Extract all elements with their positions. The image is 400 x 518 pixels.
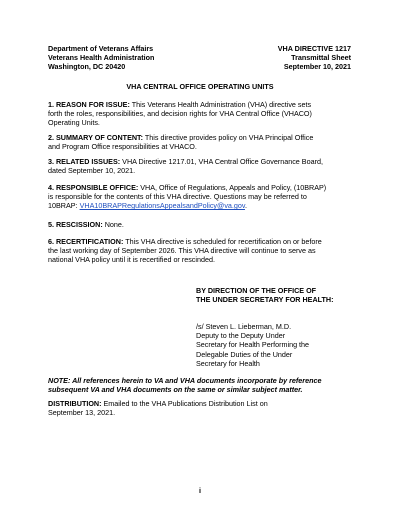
signer-title: Secretary for Health Performing the: [196, 340, 310, 350]
signature-heading: [196, 286, 334, 304]
signer-name: /s/ Steven L. Lieberman, M.D.: [196, 322, 292, 331]
directive-number: VHA DIRECTIVE 1217: [277, 44, 351, 53]
section-text: and Program Office responsibilities at VHACO.: [48, 142, 197, 152]
signer-title: Deputy to the Deputy Under: [196, 331, 286, 341]
section-related: [48, 157, 354, 175]
document-title: VHA CENTRAL OFFICE OPERATING UNITS: [126, 82, 274, 91]
distribution-text: September 13, 2021.: [48, 408, 116, 418]
administration-name: Veterans Health Administration: [48, 53, 155, 63]
section-text: Operating Units.: [48, 118, 100, 128]
distribution: [48, 399, 354, 417]
signer-title: Secretary for Health: [196, 358, 260, 368]
signature-heading-line: BY DIRECTION OF THE OFFICE OF: [196, 286, 317, 295]
section-text: This Veterans Health Administration (VHA) directive sets: [131, 100, 312, 109]
page-number: i: [199, 486, 201, 495]
section-label: 3. RELATED ISSUES:: [48, 157, 121, 166]
note-text: All references herein to VA and VHA documents incorporate by reference: [72, 376, 322, 385]
section-text: 10BRAP:: [48, 201, 78, 211]
section-label: 1. REASON FOR ISSUE:: [48, 100, 130, 109]
section-recertification: [48, 237, 354, 265]
department-name: Department of Veterans Affairs: [48, 44, 154, 53]
section-label: 6. RECERTIFICATION:: [48, 237, 124, 246]
section-rescission: [48, 220, 354, 229]
note-text: subsequent VA and VHA documents on the same or similar subject matter.: [48, 385, 303, 395]
email-link[interactable]: VHA10BRAPRegulationsAppealsandPolicy@va.gov: [79, 201, 245, 211]
section-label: 2. SUMMARY OF CONTENT:: [48, 133, 144, 142]
section-text: This VHA directive is scheduled for recertification on or before: [125, 237, 322, 246]
distribution-label: DISTRIBUTION:: [48, 399, 102, 408]
signature-block: [196, 322, 309, 368]
section-text: dated September 10, 2021.: [48, 166, 136, 176]
section-label: 4. RESPONSIBLE OFFICE:: [48, 183, 139, 192]
header-right: [278, 44, 351, 72]
distribution-text: Emailed to the VHA Publications Distribution List on: [103, 399, 268, 408]
header-left: [48, 44, 154, 72]
section-text-end: .: [244, 201, 247, 211]
section-text: is responsible for the contents of this VHA directive. Questions may be referred to: [48, 192, 307, 202]
signature-heading-line: THE UNDER SECRETARY FOR HEALTH:: [196, 295, 334, 305]
section-responsible: [48, 183, 354, 211]
section-text: This directive provides policy on VHA Principal Office: [144, 133, 314, 142]
section-text: VHA Directive 1217.01, VHA Central Office Governance Board,: [122, 157, 323, 166]
note-label: NOTE:: [48, 376, 71, 385]
location: Washington, DC 20420: [48, 62, 126, 72]
section-text: forth the roles, responsibilities, and decision rights for VHA Central Office (VHACO): [48, 109, 312, 119]
document-type: Transmittal Sheet: [291, 53, 351, 63]
section-text: None.: [104, 220, 124, 229]
directive-date: September 10, 2021: [283, 62, 351, 72]
section-summary: [48, 133, 354, 151]
section-text: VHA, Office of Regulations, Appeals and Policy, (10BRAP): [140, 183, 327, 192]
section-text: the last working day of September 2026. This VHA directive will continue to serve as: [48, 246, 316, 256]
section-label: 5. RESCISSION:: [48, 220, 103, 229]
section-reason: [48, 100, 354, 128]
note: [48, 376, 354, 394]
section-text: national VHA policy until it is recertified or rescinded.: [48, 255, 215, 265]
signer-title: Delegable Duties of the Under: [196, 349, 293, 359]
